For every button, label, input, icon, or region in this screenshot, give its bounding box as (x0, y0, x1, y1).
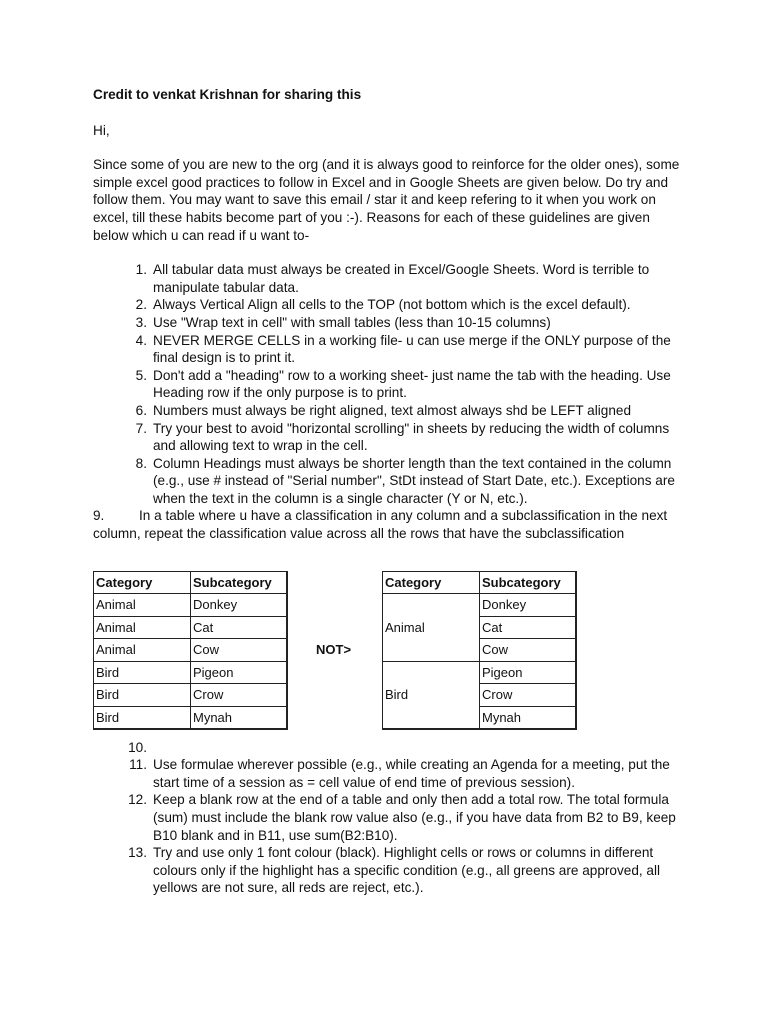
header-category: Category (94, 571, 191, 594)
cell-subcategory: Cow (191, 639, 288, 662)
cell-category: Animal (94, 594, 191, 617)
cell-subcategory: Cow (480, 639, 577, 662)
list-item: 3. Use "Wrap text in cell" with small tables (less than 10-15 columns) (135, 314, 551, 330)
table-row (94, 706, 288, 729)
cell-subcategory: Mynah (191, 706, 288, 729)
merged-cell-category: Animal (383, 594, 480, 662)
rule-9-text: In a table where u have a classification in any column and a subclassification in the next column, repeat the classification value across all the rows that have the subclassification (93, 508, 668, 542)
table-row (383, 661, 577, 684)
list-item: 4. NEVER MERGE CELLS in a working file- u can use merge if the ONLY purpose of the final design is to print it. (135, 332, 671, 366)
header-subcategory: Subcategory (191, 571, 288, 594)
header-category: Category (383, 571, 480, 594)
cell-subcategory: Crow (480, 684, 577, 707)
cell-category: Bird (94, 661, 191, 684)
list-item: 11. Use formulae wherever possible (e.g., while creating an Agenda for a meeting, put the start time of a session as = cell value of end time of previous session). (129, 757, 670, 790)
table-row (94, 684, 288, 707)
example-tables (93, 561, 683, 729)
list-item: 1. All tabular data must always be created in Excel/Google Sheets. Word is terrible to manipulate tabular data. (135, 262, 650, 295)
list-item: 2. Always Vertical Align all cells to the TOP (not bottom which is the excel default). (135, 297, 631, 313)
list-item: 10. (128, 739, 147, 755)
cell-subcategory: Donkey (191, 594, 288, 617)
table-header-row (383, 571, 577, 594)
intro-paragraph: Since some of you are new to the org (and it is always good to reinforce for the older ones), some simple excel good practices to follow in Excel and in Google Sheets are given below. Do try and follow them. You may want to save this email / star it and keep refering to it when you work on excel, till these habits become part of you :-). Reasons for each of these guidelines are given below which u can read if u want to- (93, 157, 680, 243)
document-page (93, 86, 683, 897)
table-header-row (94, 571, 288, 594)
cell-subcategory: Pigeon (191, 661, 288, 684)
cell-category: Bird (94, 684, 191, 707)
cell-category: Animal (94, 639, 191, 662)
cell-subcategory: Mynah (480, 706, 577, 729)
table-row (94, 616, 288, 639)
rules-list (93, 261, 683, 507)
greeting: Hi, (93, 122, 110, 138)
cell-category: Bird (94, 706, 191, 729)
cell-subcategory: Cat (191, 616, 288, 639)
table-row (94, 639, 288, 662)
list-item: 7. Try your best to avoid "horizontal scrolling" in sheets by reducing the width of columns and allowing text to wrap in the cell. (135, 420, 670, 454)
header-subcategory: Subcategory (480, 571, 577, 594)
cell-subcategory: Cat (480, 616, 577, 639)
list-item: 12. Keep a blank row at the end of a table and only then add a total row. The total formula (sum) must include the blank row value also (e.g., if you have data from B2 to B9, keep B10 blank and in B11, use sum(B2:B10). (128, 792, 676, 843)
list-item: 6. Numbers must always be right aligned, text almost always shd be LEFT aligned (135, 402, 632, 418)
merged-cell-category: Bird (383, 661, 480, 729)
not-label: NOT> (316, 641, 352, 657)
cell-subcategory: Donkey (480, 594, 577, 617)
table-row (94, 594, 288, 617)
rule-9-number: 9. (93, 508, 105, 524)
rule-9 (93, 507, 683, 542)
list-item: 5. Don't add a "heading" row to a working sheet- just name the tab with the heading. Use Heading row if the only purpose is to print. (135, 367, 671, 401)
cell-subcategory: Pigeon (480, 661, 577, 684)
cell-category: Animal (94, 616, 191, 639)
list-item: 8. Column Headings must always be shorter length than the text contained in the column (e.g., use # instead of "Serial number", StDt instead of Start Date, etc.). Exceptions are when the text in the column is a single character (Y or N, etc.). (135, 455, 675, 506)
cell-subcategory: Crow (191, 684, 288, 707)
list-item: 13. Try and use only 1 font colour (black). Highlight cells or rows or columns in different colours only if the highlight has a specific condition (e.g., all greens are approved, all yellows are not sure, all reds are reject, etc.). (128, 845, 661, 896)
document-title: Credit to venkat Krishnan for sharing this (93, 87, 362, 102)
rules-list-continued (93, 739, 683, 897)
table-row (383, 594, 577, 617)
table-incorrect-example (382, 571, 577, 731)
table-row (94, 661, 288, 684)
table-correct-example (93, 571, 288, 731)
